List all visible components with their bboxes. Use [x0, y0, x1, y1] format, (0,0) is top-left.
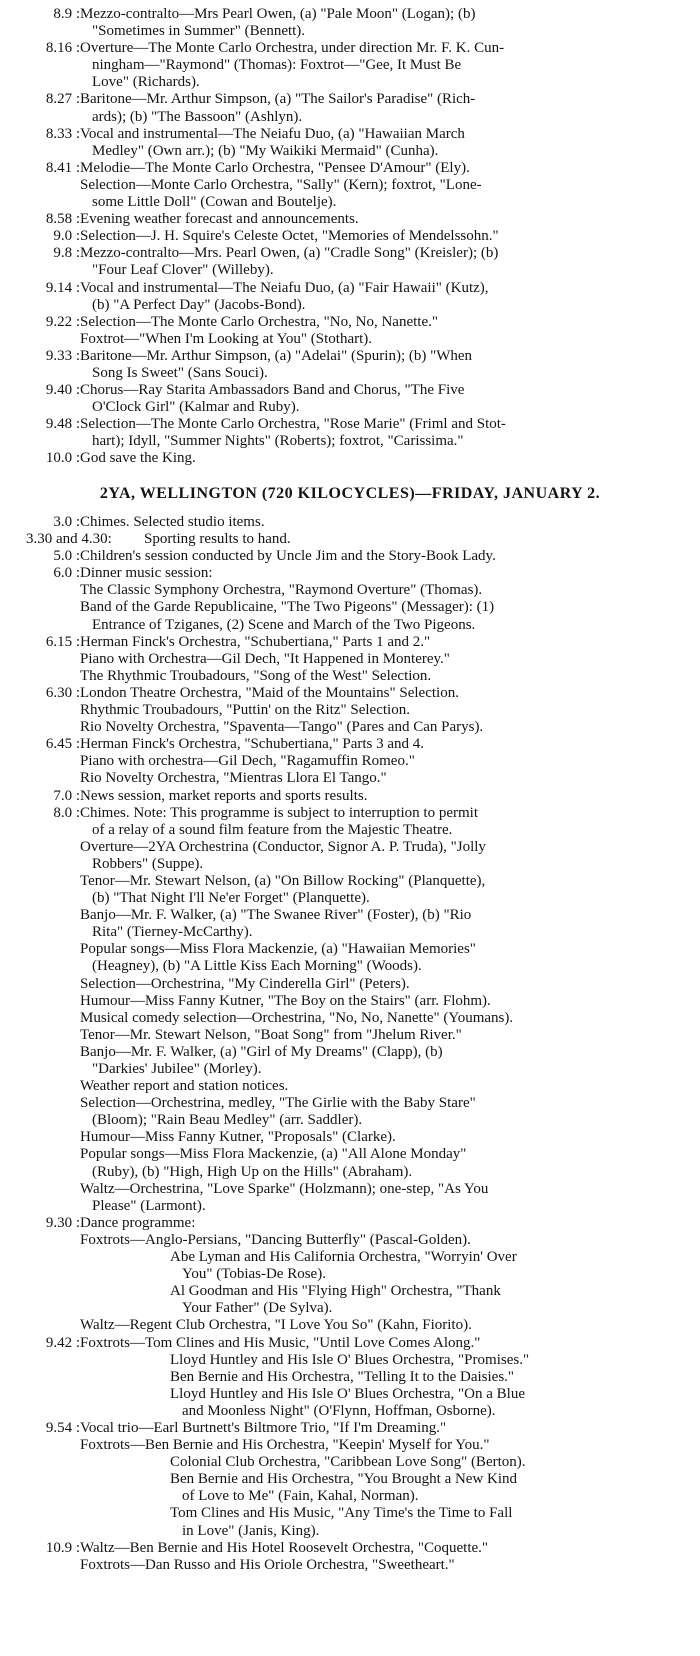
programme-entry [0, 416, 700, 450]
entry-line: Selection—The Monte Carlo Orchestra, "No, No, Nanette." [80, 313, 438, 330]
entry-time: 8.16 : [45, 40, 80, 57]
entry-time: 6.45 : [45, 736, 80, 753]
entry-line: "Four Leaf Clover" (Willeby). [92, 262, 274, 279]
entry-time: 9.14 : [45, 279, 80, 296]
programme-entry [0, 40, 700, 91]
entry-line: Evening weather forecast and announcements. [80, 211, 359, 228]
entry-line: London Theatre Orchestra, "Maid of the Mountains" Selection. [80, 684, 459, 701]
entry-line: Banjo—Mr. F. Walker, (a) "Girl of My Dreams" (Clapp), (b) [80, 1043, 443, 1060]
entry-line: Baritone—Mr. Arthur Simpson, (a) "Adelai" (Spurin); (b) "When [80, 347, 473, 364]
entry-line: of a relay of a sound film feature from the Majestic Theatre. [92, 821, 453, 838]
entry-time: 8.0 : [53, 804, 80, 821]
entry-line: Rhythmic Troubadours, "Puttin' on the Ritz" Selection. [80, 702, 410, 719]
entry-line: You" (Tobias-De Rose). [182, 1266, 326, 1283]
entry-time: 9.0 : [53, 228, 80, 245]
entry-line: and Moonless Night" (O'Flynn, Hoffman, Osborne). [182, 1402, 496, 1419]
entry-line: Band of the Garde Republicaine, "The Two Pigeons" (Messager): (1) [80, 599, 495, 616]
entry-line: The Rhythmic Troubadours, "Song of the West" Selection. [80, 667, 432, 684]
entry-line: Robbers" (Suppe). [92, 855, 204, 872]
entry-line: Foxtrot—"When I'm Looking at You" (Stothart). [80, 330, 373, 347]
entry-time: 9.40 : [45, 382, 80, 399]
entry-time: 9.8 : [53, 245, 80, 262]
entry-line: Please" (Larmont). [92, 1197, 206, 1214]
entry-line: Foxtrots—Ben Bernie and His Orchestra, "Keepin' Myself for You." [80, 1437, 490, 1454]
entry-line: Waltz—Orchestrina, "Love Sparke" (Holzmann); one-step, "As You [80, 1180, 489, 1197]
programme-entry [0, 450, 700, 467]
entry-time: 8.27 : [45, 91, 80, 108]
programme-entry [0, 314, 700, 348]
entry-line: Chorus—Ray Starita Ambassadors Band and Chorus, "The Five [80, 382, 465, 399]
programme-entry [0, 245, 700, 279]
entry-line: "Darkies' Jubilee" (Morley). [92, 1061, 262, 1077]
programme-entry [0, 565, 700, 633]
entry-line: Weather report and station notices. [80, 1078, 289, 1095]
programme-entry [0, 685, 700, 736]
entry-line: News session, market reports and sports results. [80, 787, 368, 804]
entry-line: Selection—Orchestrina, medley, "The Girlie with the Baby Stare" [80, 1095, 476, 1112]
entry-line: Abe Lyman and His California Orchestra, "Worryin' Over [170, 1249, 517, 1266]
entry-line: Herman Finck's Orchestra, "Schubertiana," Parts 1 and 2." [80, 633, 431, 650]
entry-line: ningham—"Raymond" (Thomas): Foxtrot—"Gee, It Must Be [92, 57, 462, 74]
entry-line: Rio Novelty Orchestra, "Mientras Llora El Tango." [80, 770, 387, 787]
entry-line: Overture—2YA Orchestrina (Conductor, Signor A. P. Truda), "Jolly [80, 838, 486, 855]
entry-line: Waltz—Regent Club Orchestra, "I Love You So" (Kahn, Fiorito). [80, 1317, 472, 1334]
section-1yA-programme [0, 6, 700, 468]
entry-line: Mezzo-contralto—Mrs Pearl Owen, (a) "Pale Moon" (Logan); (b) [80, 6, 476, 22]
entry-line: Waltz—Ben Bernie and His Hotel Roosevelt Orchestra, "Coquette." [80, 1539, 489, 1556]
entry-line: Al Goodman and His "Flying High" Orchestra, "Thank [170, 1283, 501, 1300]
entry-line: O'Clock Girl" (Kalmar and Ruby). [92, 399, 300, 416]
programme-entry [0, 805, 700, 1215]
programme-entry [0, 634, 700, 685]
entry-line: Selection—J. H. Squire's Celeste Octet, "Memories of Mendelssohn." [80, 228, 499, 245]
entry-line: Chimes. Selected studio items. [80, 514, 265, 530]
programme-entry [0, 1540, 700, 1574]
entry-time: 9.22 : [45, 313, 80, 330]
entry-line: Your Father" (De Sylva). [182, 1300, 333, 1317]
programme-entry [0, 348, 700, 382]
entry-line: Vocal trio—Earl Burtnett's Biltmore Trio, "If I'm Dreaming." [80, 1419, 447, 1436]
entry-time: 3.0 : [53, 514, 80, 530]
programme-entry [0, 1335, 700, 1420]
entry-line: Selection—The Monte Carlo Orchestra, "Rose Marie" (Friml and Stot- [80, 416, 506, 433]
entry-line: (Heagney), (b) "A Little Kiss Each Morning" (Woods). [92, 958, 422, 975]
entry-time: 10.0 : [45, 450, 80, 467]
entry-line: (b) "A Perfect Day" (Jacobs-Bond). [92, 296, 306, 313]
programme-entry [0, 6, 700, 40]
entry-line: Foxtrots—Anglo-Persians, "Dancing Butterfly" (Pascal-Golden). [80, 1231, 471, 1248]
entry-line: ards); (b) "The Bassoon" (Ashlyn). [92, 108, 303, 125]
entry-line: Banjo—Mr. F. Walker, (a) "The Swanee River" (Foster), (b) "Rio [80, 907, 472, 924]
entry-line: Mezzo-contralto—Mrs. Pearl Owen, (a) "Cradle Song" (Kreisler); (b) [80, 245, 499, 262]
programme-entry [0, 548, 700, 565]
entry-line: Children's session conducted by Uncle Jim and the Story-Book Lady. [80, 548, 496, 565]
programme-entry [0, 280, 700, 314]
entry-line: Song Is Sweet" (Sans Souci). [92, 364, 268, 381]
entry-line: Vocal and instrumental—The Neiafu Duo, (a) "Fair Hawaii" (Kutz), [80, 279, 489, 296]
entry-time: 3.30 and 4.30: [26, 531, 112, 548]
entry-line: Tenor—Mr. Stewart Nelson, "Boat Song" from "Jhelum River." [80, 1026, 462, 1043]
entry-time: 6.15 : [45, 633, 80, 650]
entry-line: Ben Bernie and His Orchestra, "You Brought a New Kind [170, 1471, 518, 1488]
programme-entry [0, 382, 700, 416]
programme-entry [0, 514, 700, 531]
entry-line: in Love" (Janis, King). [182, 1522, 320, 1539]
entry-line: Tom Clines and His Music, "Any Time's the Time to Fall [170, 1505, 513, 1522]
entry-line: Herman Finck's Orchestra, "Schubertiana," Parts 3 and 4. [80, 736, 425, 753]
entry-line: Musical comedy selection—Orchestrina, "No, No, Nanette" (Youmans). [80, 1009, 514, 1026]
entry-line: Popular songs—Miss Flora Mackenzie, (a) "All Alone Monday" [80, 1146, 467, 1163]
entry-line: Tenor—Mr. Stewart Nelson, (a) "On Billow Rocking" (Planquette), [80, 872, 486, 889]
programme-entry [0, 126, 700, 160]
entry-line: Sporting results to hand. [144, 531, 291, 548]
entry-line: Baritone—Mr. Arthur Simpson, (a) "The Sailor's Paradise" (Rich- [80, 91, 476, 108]
entry-line: Chimes. Note: This programme is subject to interruption to permit [80, 804, 478, 821]
entry-line: (Bloom); "Rain Beau Medley" (arr. Saddler). [92, 1112, 363, 1129]
programme-entry [0, 91, 700, 125]
entry-line: The Classic Symphony Orchestra, "Raymond Overture" (Thomas). [80, 582, 483, 599]
entry-line: Lloyd Huntley and His Isle O' Blues Orchestra, "Promises." [170, 1351, 530, 1368]
entry-line: Popular songs—Miss Flora Mackenzie, (a) "Hawaiian Memories" [80, 941, 476, 958]
entry-time: 9.33 : [45, 347, 80, 364]
entry-time: 8.33 : [45, 125, 80, 142]
section-heading-2ya-wellington: 2YA, WELLINGTON (720 KILOCYCLES)—FRIDAY, JANUARY 2. [99, 485, 601, 502]
entry-time: 8.58 : [45, 211, 80, 228]
programme-entry [0, 736, 700, 787]
entry-line: Entrance of Tziganes, (2) Scene and March of the Two Pigeons. [92, 616, 476, 633]
entry-line: Love" (Richards). [92, 74, 200, 91]
entry-line: Ben Bernie and His Orchestra, "Telling It to the Daisies." [170, 1368, 515, 1385]
entry-line: Rita" (Tierney-McCarthy). [92, 924, 253, 941]
entry-time: 9.48 : [45, 416, 80, 433]
entry-line: Melodie—The Monte Carlo Orchestra, "Pensee D'Amour" (Ely). [80, 159, 470, 176]
entry-line: of Love to Me" (Fain, Kahal, Norman). [182, 1488, 419, 1505]
entry-line: Humour—Miss Fanny Kutner, "Proposals" (Clarke). [80, 1129, 396, 1146]
entry-line: Piano with Orchestra—Gil Dech, "It Happened in Monterey." [80, 650, 450, 667]
entry-line: Colonial Club Orchestra, "Caribbean Love Song" (Berton). [170, 1454, 526, 1471]
section-2ya-programme [0, 514, 700, 1574]
entry-line: hart); Idyll, "Summer Nights" (Roberts); foxtrot, "Carissima." [92, 433, 464, 450]
entry-line: Vocal and instrumental—The Neiafu Duo, (a) "Hawaiian March [80, 125, 465, 142]
programme-entry [0, 788, 700, 805]
entry-line: Foxtrots—Dan Russo and His Oriole Orchestra, "Sweetheart." [80, 1556, 455, 1573]
entry-line: some Little Doll" (Cowan and Boutelje). [92, 194, 337, 211]
entry-line: Selection—Monte Carlo Orchestra, "Sally" (Kern); foxtrot, "Lone- [80, 176, 482, 193]
entry-time: 6.30 : [45, 684, 80, 701]
entry-line: Dinner music session: [80, 565, 213, 582]
entry-line: God save the King. [80, 450, 196, 467]
entry-time: 10.9 : [45, 1539, 80, 1556]
programme-entry [0, 228, 700, 245]
entry-time: 9.42 : [45, 1334, 80, 1351]
entry-line: Piano with orchestra—Gil Dech, "Ragamuffin Romeo." [80, 753, 415, 770]
programme-entry [0, 531, 700, 548]
entry-line: Overture—The Monte Carlo Orchestra, under direction Mr. F. K. Cun- [80, 40, 505, 57]
programme-entry [0, 1215, 700, 1335]
entry-line: Rio Novelty Orchestra, "Spaventa—Tango" (Pares and Can Parys). [80, 719, 484, 736]
entry-line: (Ruby), (b) "High, High Up on the Hills" (Abraham). [92, 1163, 413, 1180]
entry-line: Lloyd Huntley and His Isle O' Blues Orchestra, "On a Blue [170, 1385, 526, 1402]
entry-time: 7.0 : [53, 787, 80, 804]
entry-line: Foxtrots—Tom Clines and His Music, "Until Love Comes Along." [80, 1334, 481, 1351]
programme-entry [0, 160, 700, 211]
entry-line: (b) "That Night I'll Ne'er Forget" (Planquette). [92, 890, 370, 907]
entry-line: Humour—Miss Fanny Kutner, "The Boy on the Stairs" (arr. Flohm). [80, 992, 491, 1009]
entry-time: 8.41 : [45, 159, 80, 176]
entry-time: 9.30 : [45, 1214, 80, 1231]
entry-time: 8.9 : [53, 6, 80, 22]
programme-entry [0, 1420, 700, 1540]
entry-time: 9.54 : [45, 1419, 80, 1436]
entry-line: Dance programme: [80, 1214, 196, 1231]
entry-line: Selection—Orchestrina, "My Cinderella Girl" (Peters). [80, 975, 410, 992]
entry-time: 6.0 : [53, 565, 80, 582]
entry-line: Medley" (Own arr.); (b) "My Waikiki Mermaid" (Cunha). [92, 142, 439, 159]
programme-entry [0, 211, 700, 228]
entry-line: "Sometimes in Summer" (Bennett). [92, 23, 306, 40]
entry-time: 5.0 : [53, 548, 80, 565]
